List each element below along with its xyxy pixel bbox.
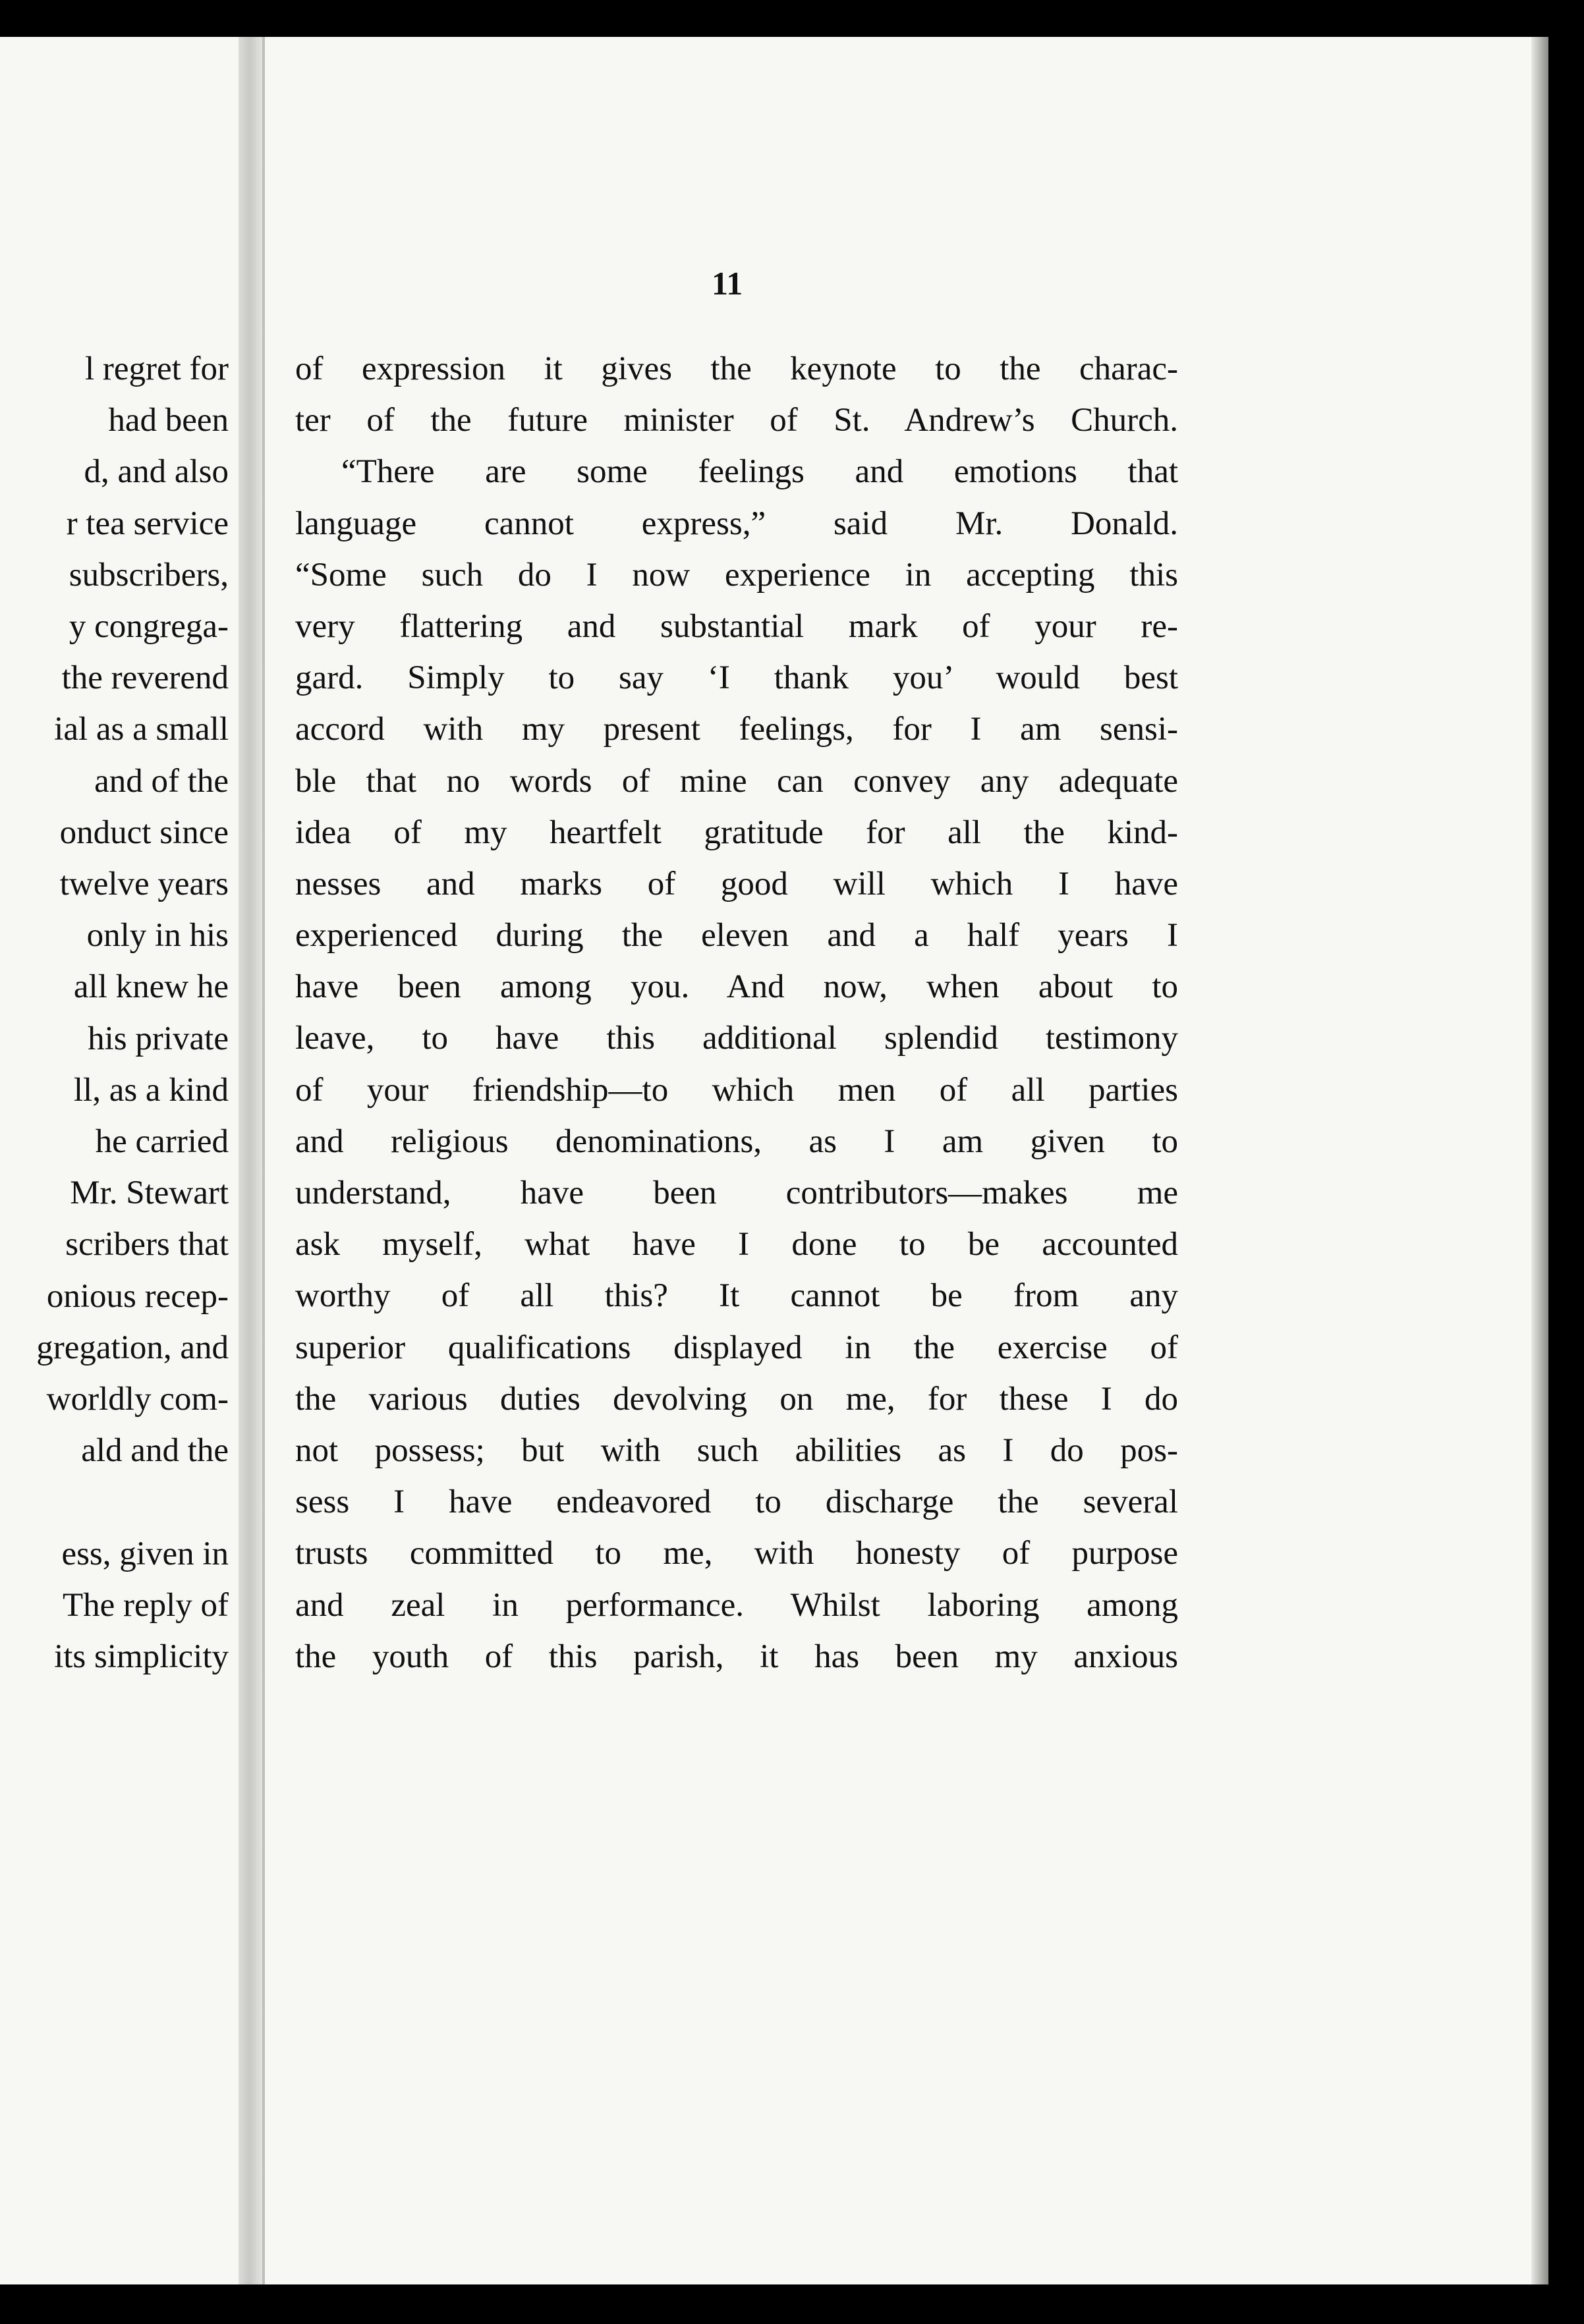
text-line: The reply of [62, 1586, 229, 1624]
text-line: have been among you. And now, when about to [295, 968, 1178, 1006]
page-edge [1531, 37, 1548, 2284]
text-line: had been [108, 402, 229, 439]
text-line: d, and also [84, 453, 229, 491]
text-line: worthy of all this? It cannot be from any [295, 1277, 1178, 1315]
text-line: his private [88, 1020, 229, 1057]
text-line: the reverend [61, 659, 229, 697]
text-line: leave, to have this additional splendid testimony [295, 1020, 1178, 1057]
text-line: superior qualifications displayed in the exercise of [295, 1329, 1178, 1366]
text-line: l regret for [84, 350, 229, 387]
text-line: ess, given in [61, 1535, 229, 1572]
text-line: experienced during the eleven and a half years I [295, 917, 1178, 954]
text-line: gregation, and [36, 1329, 229, 1366]
text-line: idea of my heartfelt gratitude for all the kind- [295, 814, 1178, 851]
paragraph-gap [0, 1476, 229, 1528]
text-line: very flattering and substantial mark of your re- [295, 607, 1178, 645]
text-line: its simplicity [54, 1638, 229, 1676]
text-line: worldly com- [46, 1381, 229, 1418]
text-line: ald and the [81, 1432, 229, 1470]
text-line: the various duties devolving on me, for these I do [295, 1380, 1178, 1418]
text-line: nesses and marks of good will which I have [295, 865, 1178, 902]
text-line: twelve years [59, 866, 229, 903]
text-line: “There are some feelings and emotions that [341, 453, 1178, 491]
text-line: sess I have endeavored to discharge the several [295, 1483, 1178, 1521]
left-page-text [0, 343, 229, 1682]
text-line: ial as a small [54, 711, 229, 748]
text-line: ask myself, what have I done to be accounted [295, 1226, 1178, 1263]
text-line: ble that no words of mine can convey any adequate [295, 762, 1178, 800]
text-line: ter of the future minister of St. Andrew’s Church. [295, 402, 1178, 439]
text-line: Mr. Stewart [70, 1175, 229, 1212]
text-line: of expression it gives the keynote to the charac- [295, 350, 1178, 387]
text-line: onious recep- [46, 1277, 229, 1315]
text-line: onduct since [59, 814, 229, 851]
gutter-shadow-line [262, 37, 265, 2284]
text-line: he carried [95, 1123, 229, 1161]
text-line: and religious denominations, as I am given to [295, 1122, 1178, 1160]
text-line: not possess; but with such abilities as I do pos- [295, 1431, 1178, 1469]
text-line: subscribers, [69, 556, 229, 594]
text-line: and zeal in performance. Whilst laboring among [295, 1586, 1178, 1624]
text-line: scribers that [65, 1226, 229, 1263]
text-line: ll, as a kind [73, 1071, 229, 1109]
text-line: only in his [86, 917, 229, 954]
left-page [0, 37, 240, 2284]
text-line: “Some such do I now experience in accepting this [295, 556, 1178, 594]
text-line: understand, have been contributors—makes me [295, 1175, 1178, 1211]
text-line: gard. Simply to say ‘I thank you’ would best [295, 659, 1178, 697]
text-line: the youth of this parish, it has been my anxious [295, 1638, 1178, 1675]
text-line: accord with my present feelings, for I am sensi- [295, 711, 1178, 748]
text-line: of your friendship—to which men of all parties [295, 1071, 1178, 1109]
page-number: 11 [712, 265, 743, 302]
text-line: language cannot express,” said Mr. Donald. [295, 505, 1178, 542]
book-gutter [239, 37, 264, 2284]
book-page-spread [0, 37, 1548, 2284]
text-line: all knew he [73, 968, 229, 1006]
right-page-text [295, 343, 1178, 1682]
text-line: trusts committed to me, with honesty of purpose [295, 1535, 1178, 1572]
text-line: y congrega- [69, 608, 229, 646]
text-line: r tea service [66, 505, 229, 542]
text-line: and of the [94, 762, 229, 800]
